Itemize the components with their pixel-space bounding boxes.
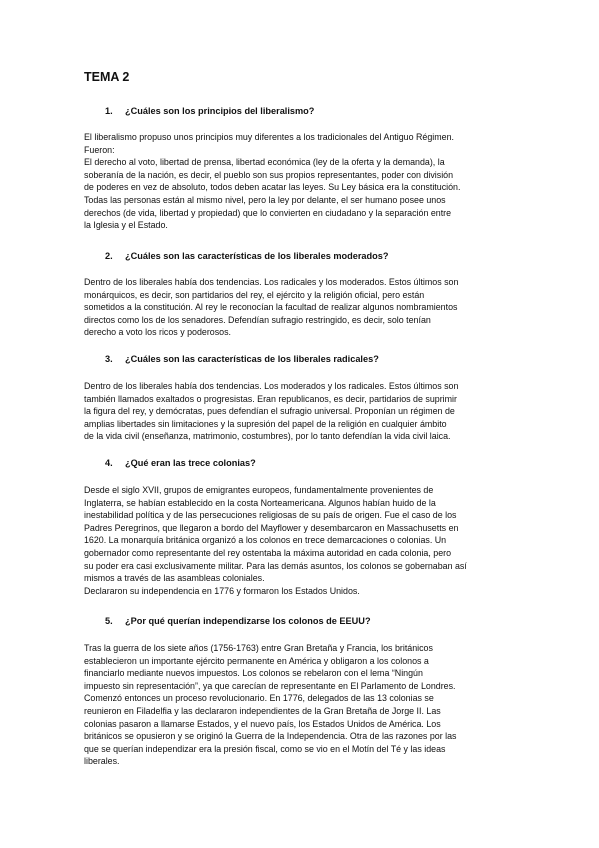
section-number: 1. [105, 106, 113, 116]
section-5-body [84, 642, 524, 768]
section-1-body [84, 131, 524, 232]
paragraph-line: Padres Peregrinos, que llegaron a bordo del Mayflower y desembarcaron en Massachusetts en [84, 522, 459, 533]
paragraph-line: derecho a voto los ricos y poderosos. [84, 327, 232, 338]
paragraph-line: financiarlo mediante nuevos impuestos. Los colonos se rebelaron con el lema “Ningún [84, 668, 423, 679]
paragraph-line: amplias libertades sin limitaciones y la supresión del papel de la religión en cualquier ámbito [84, 418, 447, 429]
section-question: ¿Cuáles son los principios del liberalismo? [125, 106, 315, 116]
section-number: 5. [105, 616, 113, 626]
paragraph-line: colonias pasaron a llamarse Estados, y el nuevo país, los Estados Unidos de América. Los [84, 718, 441, 729]
section-number: 3. [105, 354, 113, 364]
section-5-heading [105, 616, 371, 626]
paragraph-line: Comenzó entonces un proceso revolucionario. En 1776, delegados de las 13 colonias se [84, 693, 434, 704]
paragraph-line: derechos (de vida, libertad y propiedad) que lo convierten en ciudadano y la separación entre [84, 207, 452, 218]
paragraph-line: Dentro de los liberales había dos tendencias. Los moderados y los radicales. Estos últimos son [84, 381, 459, 391]
paragraph-line: Tras la guerra de los siete años (1756-1763) entre Gran Bretaña y Francia, los británicos [84, 643, 433, 653]
section-question: ¿Cuáles son las características de los liberales radicales? [125, 354, 379, 364]
paragraph-line: Todas las personas están al mismo nivel, pero la ley por delante, el ser humano posee unos [84, 194, 446, 205]
paragraph-line: sometidos a la constitución. Al rey le reconocían la facultad de realizar algunos nombramientos [84, 302, 458, 313]
paragraph-line: monárquicos, es decir, son partidarios del rey, el ejército y la religión oficial, pero están [84, 289, 425, 300]
paragraph-line: también llamados exaltados o progresistas. Eran republicanos, es decir, partidarios de suprimir [84, 393, 457, 404]
paragraph-line: mismos a través de las asambleas coloniales. [84, 573, 265, 584]
paragraph-line: directos como los de los senadores. Defendían sufragio restringido, es decir, solo tenían [84, 314, 431, 325]
document-title: TEMA 2 [84, 70, 130, 84]
paragraph-line: El liberalismo propuso unos principios muy diferentes a los tradicionales del Antiguo Régimen. [84, 132, 454, 142]
section-question: ¿Qué eran las trece colonias? [125, 458, 256, 468]
section-1-heading [105, 106, 314, 116]
paragraph-line: su poder era casi exclusivamente militar. Para las demás asuntos, los colonos se gobernaban así [84, 560, 467, 571]
paragraph-line: gobernador como representante del rey ostentaba la máxima autoridad en cada colonia, pero [84, 547, 452, 558]
paragraph-line: la figura del rey, y demócratas, pues defendían el sufragio universal. Proponían un régimen de [84, 406, 455, 417]
paragraph-line: soberanía de la nación, es decir, el pueblo son sus propios representantes, poder con división [84, 169, 454, 180]
section-question: ¿Cuáles son las características de los liberales moderados? [125, 251, 389, 261]
paragraph-line: impuesto sin representación”, ya que carecían de representante en El Parlamento de Londres. [84, 680, 456, 691]
section-2-heading [105, 251, 389, 261]
paragraph-line: de la vida civil (enseñanza, matrimonio, costumbres), por lo tanto defendían la vida civil laica. [84, 431, 451, 442]
section-3-heading [105, 354, 379, 364]
section-4-body [84, 484, 524, 597]
section-4-heading [105, 458, 256, 468]
paragraph-line: Declararon su independencia en 1776 y formaron los Estados Unidos. [84, 585, 360, 596]
section-number: 2. [105, 251, 113, 261]
paragraph-line: liberales. [84, 756, 120, 767]
section-3-body [84, 380, 524, 443]
paragraph-line: Dentro de los liberales había dos tendencias. Los radicales y los moderados. Estos últimos son [84, 277, 459, 287]
paragraph-line: que se querían independizar era la presión fiscal, como se vio en el Motín del Té y las ideas [84, 743, 446, 754]
section-question: ¿Por qué querían independizarse los colonos de EEUU? [125, 616, 371, 626]
section-2-body [84, 276, 524, 339]
paragraph-line: 1620. La monarquía británica organizó a los colonos en trece demarcaciones o colonias. Un [84, 535, 447, 546]
paragraph-line: inestabilidad política y de las persecuciones religiosas de su país de origen. Fue el caso de los [84, 510, 457, 521]
paragraph-line: británicos se opusieron y se originó la Guerra de la Independencia. Otra de las razones por las [84, 731, 457, 742]
paragraph-line: El derecho al voto, libertad de prensa, libertad económica (ley de la oferta y la demanda), la [84, 157, 445, 168]
paragraph-line: reunieron en Filadelfia y las declararon independientes de la Gran Bretaña de Jorge II. Las [84, 705, 441, 716]
paragraph-line: la Iglesia y el Estado. [84, 220, 168, 231]
paragraph-line: Fueron: [84, 144, 115, 155]
paragraph-line: Desde el siglo XVII, grupos de emigrantes europeos, fundamentalmente provenientes de [84, 485, 434, 495]
paragraph-line: de poderes en vez de absoluto, todos deben acatar las leyes. Su Ley básica era la constitución. [84, 182, 461, 193]
section-number: 4. [105, 458, 113, 468]
paragraph-line: establecieron un importante ejército permanente en América y obligaron a los colonos a [84, 655, 429, 666]
paragraph-line: Inglaterra, se habían establecido en la costa Norteamericana. Algunos habían huido de la [84, 497, 436, 508]
